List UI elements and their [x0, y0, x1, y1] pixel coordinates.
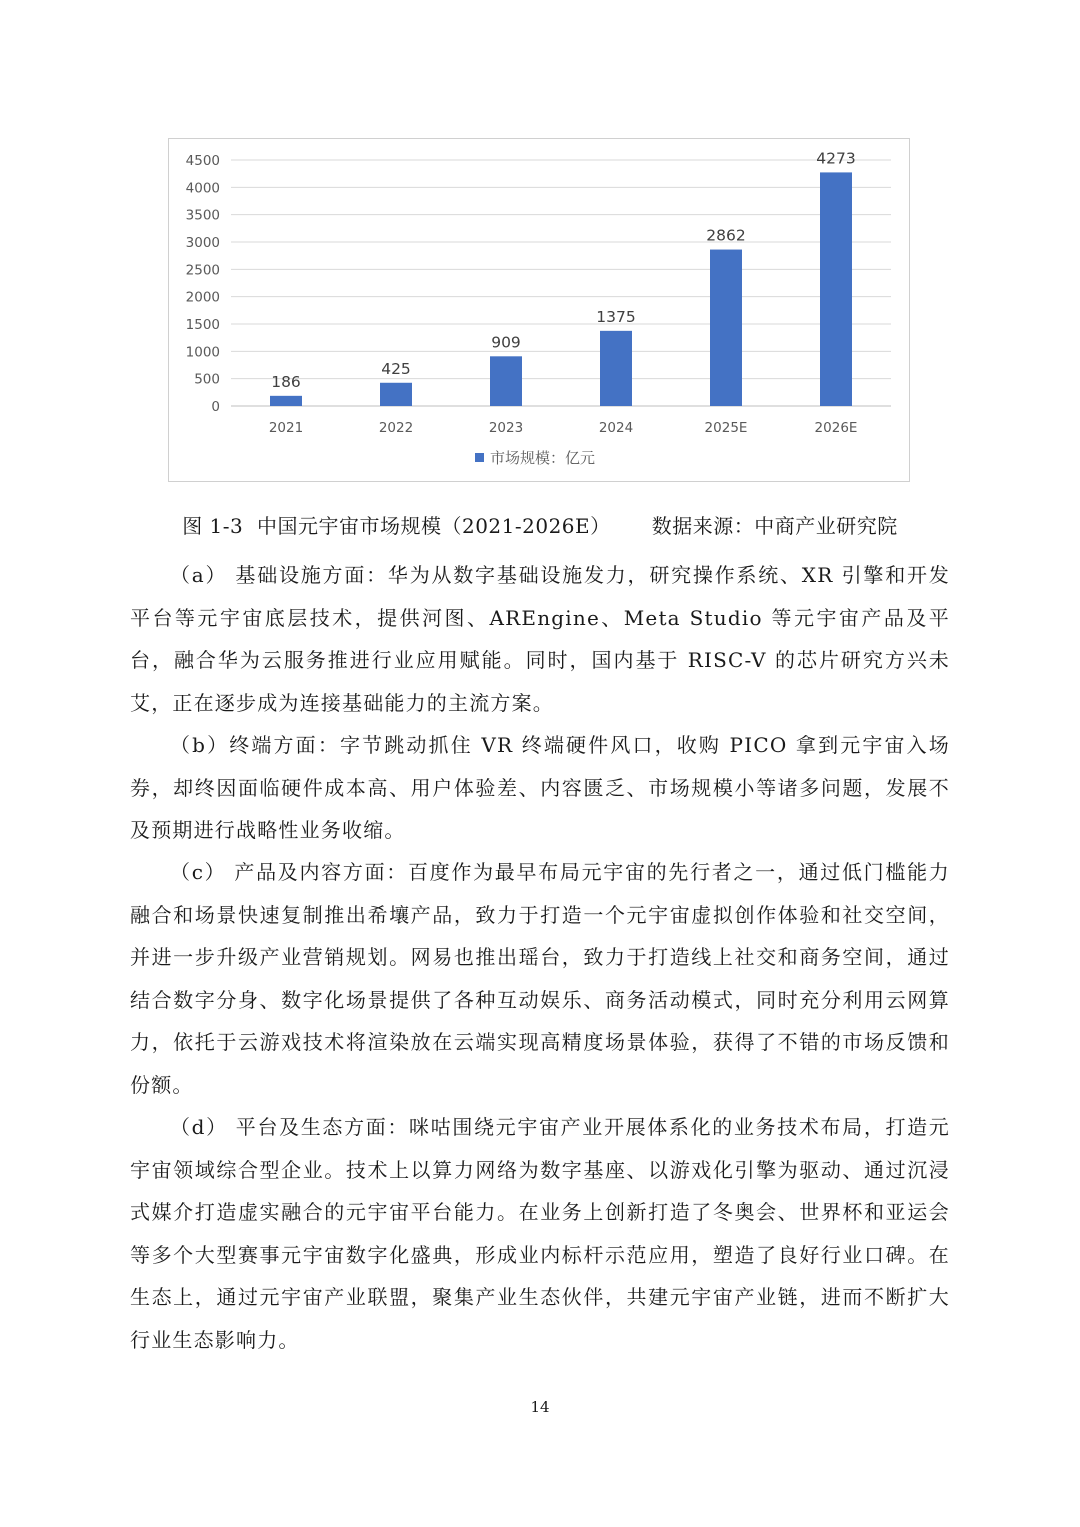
data-label: 425: [381, 359, 411, 378]
paragraph-text: （c） 产品及内容方面：百度作为最早布局元宇宙的先行者之一，通过低门槛能力融合和场景快速复制推出希壤产品，致力于打造一个元宇宙虚拟创作体验和社交空间，并进一步升级产业营销规划。网易也推出瑶台，致力于打造线上社交和商务空间，通过结合数字分身、数字化场景提供了各种互动娱乐、商务活动模式，同时充分利用云网算力，依托于云游戏技术将渲染放在云端实现高精度场景体验，获得了不错的市场反馈和份额。: [130, 860, 950, 1097]
bar: [270, 396, 302, 406]
data-label: 186: [271, 372, 301, 391]
figure-source: 数据来源：中商产业研究院: [651, 514, 898, 538]
paragraph-terminal: [130, 724, 950, 852]
legend-swatch: [475, 453, 484, 462]
y-tick-label: 2000: [185, 289, 220, 306]
market-size-chart: [168, 138, 910, 482]
y-tick-label: 3000: [185, 235, 220, 251]
x-tick-label: 2022: [378, 420, 414, 436]
x-tick-label: 2021: [268, 420, 304, 436]
x-tick-label: 2024: [598, 420, 634, 436]
y-tick-label: 4500: [185, 153, 220, 169]
y-tick-label: 0: [211, 399, 220, 415]
page-number: 14: [530, 1398, 550, 1416]
y-tick-label: 4000: [185, 180, 220, 197]
paragraph-text: （d） 平台及生态方面：咪咕围绕元宇宙产业开展体系化的业务技术布局，打造元宇宙领域综合型企业。技术上以算力网络为数字基座、以游戏化引擎为驱动、通过沉浸式媒介打造虚实融合的元宇宙平台能力。在业务上创新打造了冬奥会、世界杯和亚运会等多个大型赛事元宇宙数字化盛典，形成业内标杆示范应用，塑造了良好行业口碑。在生态上，通过元宇宙产业联盟，聚集产业生态伙伴，共建元宇宙产业链，进而不断扩大行业生态影响力。: [130, 1115, 950, 1352]
paragraph-text: （a） 基础设施方面：华为从数字基础设施发力，研究操作系统、XR 引擎和开发平台等元宇宙底层技术，提供河图、AREngine、Meta Studio 等元宇宙产品及平台，融合华为云服务推进行业应用赋能。同时，国内基于 RISC-V 的芯片研究方兴未艾，正在逐步成为连接基础能力的主流方案。: [130, 563, 950, 715]
paragraph-platform: [130, 1106, 950, 1361]
x-tick-label: 2026E: [814, 420, 858, 436]
legend-label: 市场规模：亿元: [490, 449, 596, 467]
paragraph-products: [130, 851, 950, 1106]
paragraph-text: （b）终端方面：字节跳动抓住 VR 终端硬件风口，收购 PICO 拿到元宇宙入场券，却终因面临硬件成本高、用户体验差、内容匮乏、市场规模小等诸多问题，发展不及预期进行战略性业务收缩。: [130, 733, 950, 842]
x-tick-label: 2025E: [704, 420, 748, 436]
bar-chart-canvas: [169, 139, 911, 483]
bar: [380, 383, 412, 406]
bar: [600, 331, 632, 406]
y-tick-label: 500: [194, 371, 220, 388]
y-tick-label: 1000: [185, 344, 220, 361]
bar: [710, 250, 742, 406]
figure-caption: [130, 510, 950, 539]
data-label: 909: [491, 333, 521, 352]
figure-title: 图 1-3 中国元宇宙市场规模（2021-2026E）: [182, 514, 611, 538]
data-label: 2862: [706, 226, 746, 245]
y-tick-label: 3500: [185, 207, 220, 224]
bar: [820, 172, 852, 406]
paragraph-infrastructure: [130, 554, 950, 724]
y-tick-label: 2500: [185, 262, 220, 279]
x-tick-label: 2023: [488, 420, 524, 436]
data-label: 1375: [596, 307, 636, 326]
y-tick-label: 1500: [185, 317, 220, 333]
bar: [490, 356, 522, 406]
data-label: 4273: [816, 149, 856, 168]
